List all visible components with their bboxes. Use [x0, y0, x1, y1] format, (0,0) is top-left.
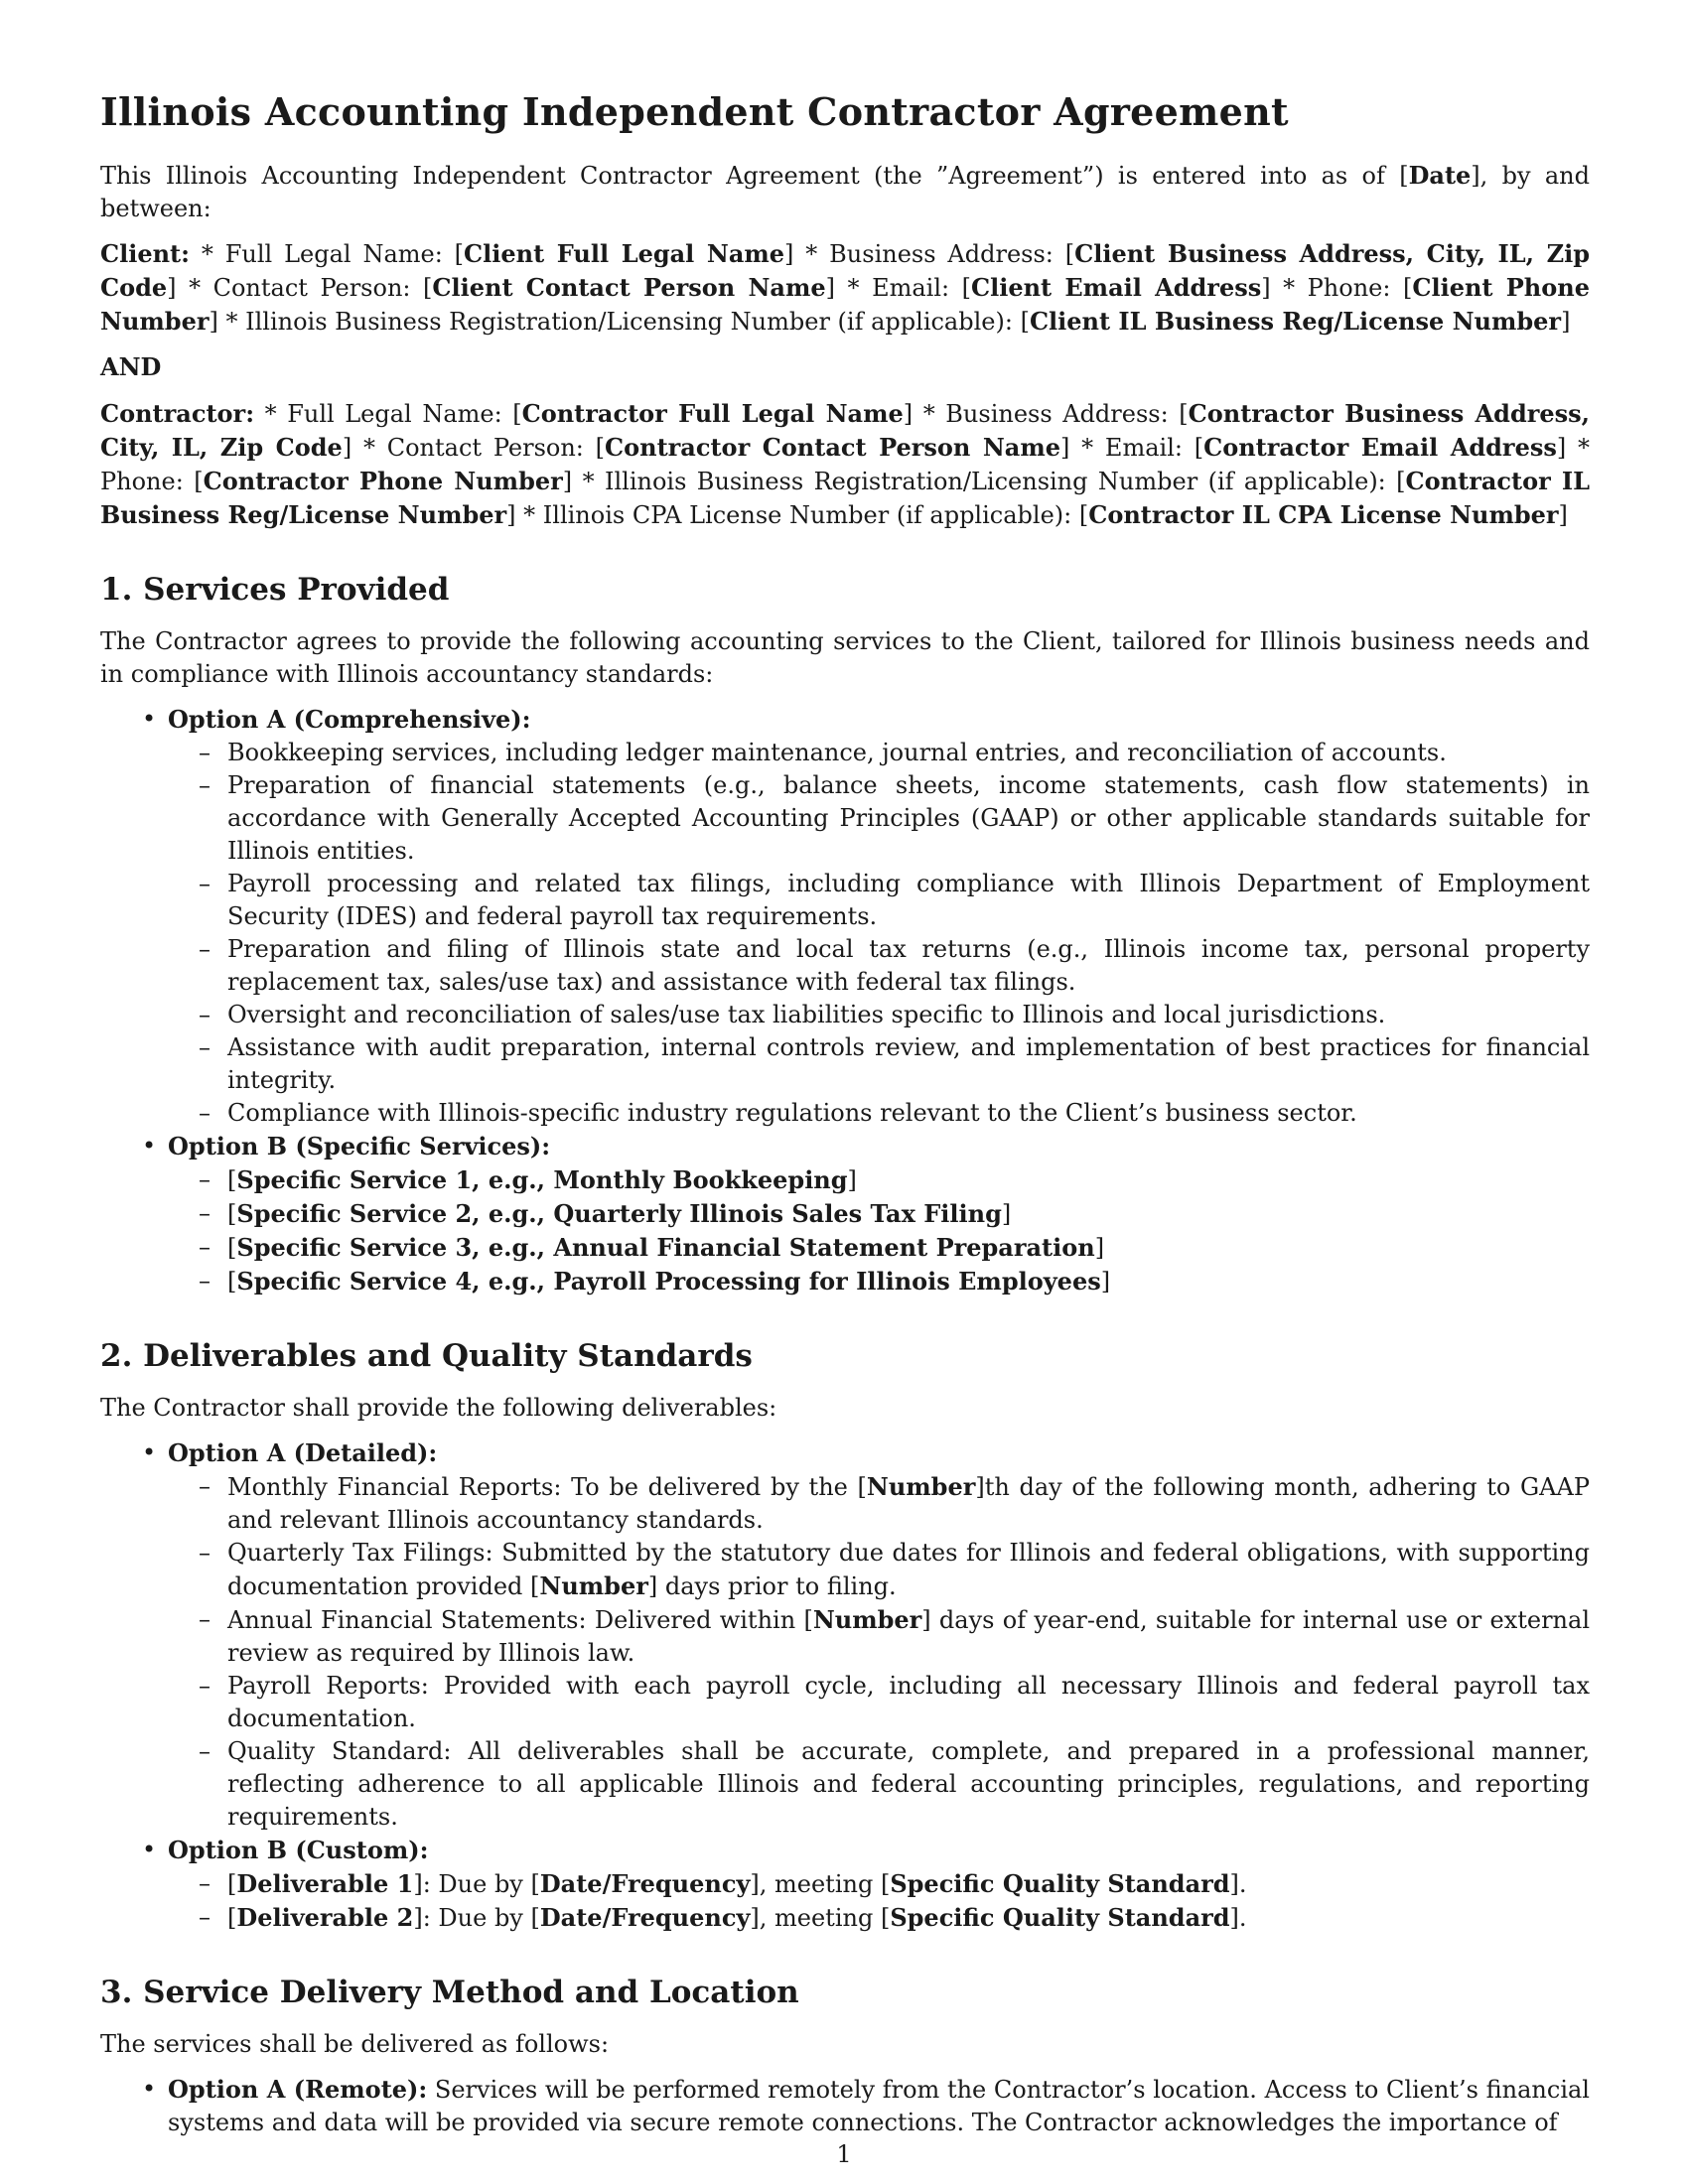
- section-3-option-a: • Option A (Remote): Services will be performed remotely from the Contractor’s location. Access to Client’s financial systems and data will be provided via secure remote connections. The Contractor acknowledges the importance of: [168, 2073, 1590, 2139]
- section-1-option-b: • Option B (Specific Services): – [Specific Service 1, e.g., Monthly Bookkeeping] – [Specific Service 2, e.g., Quarterly Illinois Sales Tax Filing] – [Specific Service 3, e.g., Annual Financial Statement Preparation] – [Specific Service 4, e.g., Payroll Processing for Illinois Employees]: [168, 1130, 1590, 1298]
- list-item: – [Specific Service 4, e.g., Payroll Processing for Illinois Employees]: [227, 1265, 1590, 1298]
- page-number: 1: [836, 2140, 852, 2168]
- list-item: – Quarterly Tax Filings: Submitted by the statutory due dates for Illinois and federal obligations, with supporting documentation provided [Number] days prior to filing.: [227, 1537, 1590, 1603]
- section-1-intro: The Contractor agrees to provide the following accounting services to the Client, tailored for Illinois business needs and in compliance with Illinois accountancy standards:: [100, 627, 1590, 688]
- list-item: – [Deliverable 2]: Due by [Date/Frequency], meeting [Specific Quality Standard].: [227, 1901, 1590, 1935]
- section-2-options: [100, 1436, 1590, 1935]
- contractor-name-placeholder: Contractor Full Legal Name: [521, 399, 904, 428]
- client-name-placeholder: Client Full Legal Name: [464, 239, 785, 268]
- contractor-contact-placeholder: Contractor Contact Person Name: [605, 433, 1061, 462]
- section-1-options: [100, 703, 1590, 1298]
- client-email-placeholder: Client Email Address: [970, 273, 1262, 302]
- client-contact-placeholder: Client Contact Person Name: [432, 273, 826, 302]
- client-reg-placeholder: Client IL Business Reg/License Number: [1029, 307, 1562, 336]
- contractor-email-placeholder: Contractor Email Address: [1203, 433, 1557, 462]
- list-item: – [Deliverable 1]: Due by [Date/Frequency], meeting [Specific Quality Standard].: [227, 1867, 1590, 1901]
- list-item: – Preparation of financial statements (e.g., balance sheets, income statements, cash flow statements) in accordance with Generally Accepted Accounting Principles (GAAP) or other applicable standards suitable for Illinois entities.: [227, 769, 1590, 868]
- section-3-intro: The services shall be delivered as follows:: [100, 2030, 610, 2058]
- list-item: – Payroll processing and related tax filings, including compliance with Illinois Department of Employment Security (IDES) and federal payroll tax requirements.: [227, 868, 1590, 933]
- contractor-phone-placeholder: Contractor Phone Number: [203, 467, 563, 495]
- document-page: [100, 79, 1590, 2139]
- client-address-placeholder: Client Business Address, City, IL, Zip Code: [100, 239, 1591, 302]
- list-item: – [Specific Service 3, e.g., Annual Financial Statement Preparation]: [227, 1231, 1590, 1265]
- date-placeholder: Date: [1408, 161, 1472, 190]
- section-2-option-a: • Option A (Detailed): – Monthly Financial Reports: To be delivered by the [Number]th day of the following month, adhering to GAAP and relevant Illinois accountancy standards. – Quarterly Tax Filings: Submitted by the statutory due dates for Illinois and federal obligations, with supporting documentation provided [Number] days prior to filing. – Annual Financial Statements: Delivered within [Number] days of year-end, suitable for internal use or external review as required by Illinois law. – Payroll Reports: Provided with each payroll cycle, including all necessary Illinois and federal payroll tax documentation. – Quality Standard: All deliverables shall be accurate, complete, and prepared in a professional manner, reflecting adherence to all applicable Illinois and federal accounting principles, regulations, and reporting requirements.: [168, 1436, 1590, 1834]
- list-item: – [Specific Service 2, e.g., Quarterly Illinois Sales Tax Filing]: [227, 1197, 1590, 1231]
- and-separator: AND: [100, 352, 162, 381]
- list-item: – Monthly Financial Reports: To be delivered by the [Number]th day of the following month, adhering to GAAP and relevant Illinois accountancy standards.: [227, 1470, 1590, 1537]
- list-item: – Compliance with Illinois-specific industry regulations relevant to the Client’s business sector.: [227, 1097, 1590, 1130]
- list-item: – Bookkeeping services, including ledger maintenance, journal entries, and reconciliation of accounts.: [227, 737, 1590, 769]
- section-1-heading: 1. Services Provided: [100, 572, 450, 608]
- list-item: – Quality Standard: All deliverables shall be accurate, complete, and prepared in a professional manner, reflecting adherence to all applicable Illinois and federal accounting principles, regulations, and reporting requirements.: [227, 1735, 1590, 1834]
- client-phone-placeholder: Client Phone Number: [100, 273, 1590, 336]
- section-2-intro: The Contractor shall provide the following deliverables:: [100, 1394, 777, 1422]
- section-3-heading: 3. Service Delivery Method and Location: [100, 1975, 799, 2010]
- contractor-address-placeholder: Contractor Business Address, City, IL, Zip Code: [100, 399, 1591, 462]
- section-1-option-a: • Option A (Comprehensive): – Bookkeeping services, including ledger maintenance, journal entries, and reconciliation of accounts. – Preparation of financial statements (e.g., balance sheets, income statements, cash flow statements) in accordance with Generally Accepted Accounting Principles (GAAP) or other applicable standards suitable for Illinois entities. – Payroll processing and related tax filings, including compliance with Illinois Department of Employment Security (IDES) and federal payroll tax requirements. – Preparation and filing of Illinois state and local tax returns (e.g., Illinois income tax, personal property replacement tax, sales/use tax) and assistance with federal tax filings. – Oversight and reconciliation of sales/use tax liabilities specific to Illinois and local jurisdictions. – Assistance with audit preparation, internal controls review, and implementation of best practices for financial integrity. – Compliance with Illinois-specific industry regulations relevant to the Client’s business sector.: [168, 703, 1590, 1130]
- section-3-options: [100, 2073, 1590, 2139]
- list-item: – Oversight and reconciliation of sales/use tax liabilities specific to Illinois and local jurisdictions.: [227, 999, 1590, 1031]
- list-item: – [Specific Service 1, e.g., Monthly Bookkeeping]: [227, 1163, 1590, 1197]
- contractor-reg-placeholder: Contractor IL Business Reg/License Number: [100, 467, 1590, 529]
- intro-paragraph: This Illinois Accounting Independent Contractor Agreement (the ”Agreement”) is entered into as of [Date], by and between:: [100, 161, 1590, 222]
- list-item: – Assistance with audit preparation, internal controls review, and implementation of best practices for financial integrity.: [227, 1031, 1590, 1097]
- list-item: – Payroll Reports: Provided with each payroll cycle, including all necessary Illinois and federal payroll tax documentation.: [227, 1670, 1590, 1735]
- section-2-option-b: • Option B (Custom): – [Deliverable 1]: Due by [Date/Frequency], meeting [Specific Quality Standard]. – [Deliverable 2]: Due by [Date/Frequency], meeting [Specific Quality Standard].: [168, 1834, 1590, 1935]
- contractor-block: Contractor: * Full Legal Name: [Contractor Full Legal Name] * Business Address: [Contractor Business Address, City, IL, Zip Code] * Contact Person: [Contractor Contact Person Name] * Email: [Contractor Email Address] * Phone: [Contractor Phone Number] * Illinois Business Registration/Licensing Number (if applicable): [Contractor IL Business Reg/License Number] * Illinois CPA License Number (if applicable): [Contractor IL CPA License Number]: [100, 399, 1591, 529]
- client-block: Client: * Full Legal Name: [Client Full Legal Name] * Business Address: [Client Business Address, City, IL, Zip Code] * Contact Person: [Client Contact Person Name] * Email: [Client Email Address] * Phone: [Client Phone Number] * Illinois Business Registration/Licensing Number (if applicable): [Client IL Business Reg/License Number]: [100, 239, 1591, 336]
- document-title: Illinois Accounting Independent Contractor Agreement: [100, 89, 1289, 134]
- list-item: – Preparation and filing of Illinois state and local tax returns (e.g., Illinois income tax, personal property replacement tax, sales/use tax) and assistance with federal tax filings.: [227, 933, 1590, 999]
- list-item: – Annual Financial Statements: Delivered within [Number] days of year-end, suitable for internal use or external review as required by Illinois law.: [227, 1603, 1590, 1670]
- section-2-heading: 2. Deliverables and Quality Standards: [100, 1338, 753, 1374]
- contractor-cpa-placeholder: Contractor IL CPA License Number: [1088, 500, 1559, 529]
